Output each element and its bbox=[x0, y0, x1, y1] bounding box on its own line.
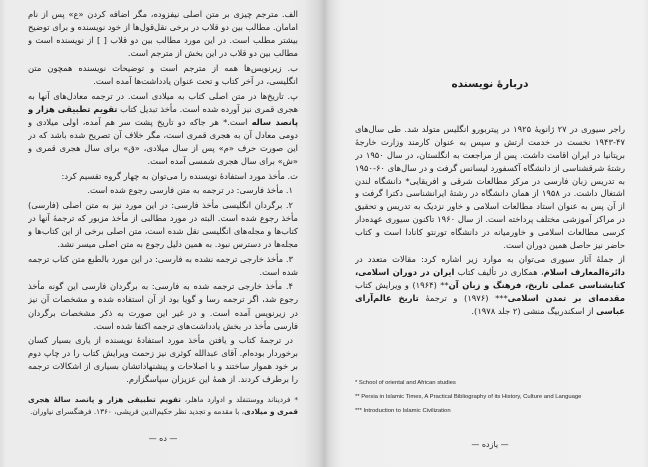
book-title-emphasis: تاریخ عالم‌آرای عباسی bbox=[355, 292, 625, 316]
translator-notes bbox=[28, 8, 298, 388]
author-bio-paragraph: راجر سیوری در ۲۷ ژانویهٔ ۱۹۲۵ در پیتربورو انگلیس متولد شد. طی سال‌های ۴۷-۱۹۴۳ نخست در خدمت ارتش و سپس به عنوان کارمند وزارت خارجهٔ بریتانیا در ایران اقامت داشت. پس از مراجعت به انگلستان، در سال ۱۹۵۰ در رشتهٔ شرقشناسی از دانشگاه آکسفورد لیسانس گرفت و در سال‌های ۶۰-۱۹۵۰ به تدریس زبان فارسی در مرکز مطالعات شرقی و افریقایی* دانشگاه لندن اشتغال داشت. در ۱۹۵۸ از همان دانشگاه در رشتهٔ ایرانشناسی دکترا گرفت و از آن پس به عنوان استاد مطالعات اسلامی و خاور نزدیک به تدریس و تحقیق در مراکز آموزشی مختلف پرداخته است. از سال ۱۹۶۰ تاکنون سیوری عهده‌دار کرسی مطالعات اسلامی و خاورمیانه در دانشگاه تورنتو کانادا است و کتاب حاضر نیز حاصل همین دوران است. bbox=[355, 124, 625, 250]
works-text: از اسکندربیگ منشی (۲ جلد ۱۹۷۸). bbox=[471, 305, 597, 316]
footnote: ** Persia in Islamic Times, A Practical Bibliography of its History, Culture and Language bbox=[355, 394, 582, 400]
footnote bbox=[28, 394, 298, 424]
note-text: پ. تاریخ‌ها در متن اصلی کتاب به میلادی است. در ترجمه معادل‌های آنها به هجری قمری نیز آورده شده است. مأخذ تبدیل کتاب bbox=[28, 90, 298, 114]
footnote: *** Introduction to Islamic Civilization bbox=[355, 408, 451, 414]
source-item: ۳. مأخذ خارجی ترجمه نشده به فارسی: در این مورد بالطبع متن کتاب ترجمه شده است. bbox=[28, 253, 298, 277]
footnote-author: * فردیناند ووستنفلد و ادوارد ماهلر، bbox=[180, 395, 298, 404]
author-works-paragraph bbox=[355, 253, 625, 317]
right-page bbox=[324, 0, 648, 467]
note-text: است.* هر جاکه دو تاریخ پشت سر هم آمده، اولی میلادی و دومی معادل آن به هجری قمری است، مگر خلاف آن تصریح شده باشد که در این صورت حرف «م» پس از سال میلادی، «ق» برای سال هجری قمری و «ش» برای سال هجری شمسی آمده است. bbox=[28, 116, 298, 166]
page-number: — ده — bbox=[148, 434, 178, 443]
footnote-text bbox=[28, 394, 298, 417]
author-biography bbox=[355, 123, 625, 319]
note-paragraph: الف. مترجم چیزی بر متن اصلی نیفزوده، مگر اضافه کردن «ع» پس از نام امامان. مطالب بین دو قلاب در برخی نقل‌قول‌ها از خود نویسنده و برای توضیح بیشتر مطلب است. در این مورد مطالب بین دو قلاب [ ] از نویسنده است و مطالب بین دو قلاب در این بخش از مترجم است. bbox=[28, 9, 298, 59]
source-item: ۲. برگردان انگلیسی مأخذ فارسی: در این مورد نیز به متن اصلی (فارسی) مأخذ رجوع شده است. البته در مورد مطالبی از مأخذ مزبور که ترجمهٔ آنها در کتاب‌ها و مجله‌های انگلیسی نقل شده است، متن اصلی برخی از این کتاب‌ها و مجله‌ها در دسترس نبود. به همین دلیل رجوع به متن اصلی میسر نشد. bbox=[28, 199, 298, 250]
book-title-emphasis: تقویم تطبیقی هزار و پانصد ساله bbox=[28, 103, 298, 127]
book-title-emphasis: دائرةالمعارف اسلام bbox=[543, 267, 625, 278]
page-number: — یازده — bbox=[471, 440, 509, 449]
section-title: دربارهٔ نویسنده bbox=[451, 78, 529, 90]
book-title-emphasis: مقدمه‌ای بر تمدن اسلامی bbox=[507, 292, 625, 303]
note-paragraph: ب. زیرنویس‌ها همه از مترجم است و توضیحات نویسنده همچون متن انگلیسی، در آخر کتاب و تحت عنوان یادداشت‌ها آمده است. bbox=[28, 62, 298, 86]
acknowledgement-paragraph: در ترجمهٔ کتاب و یافتن مأخذ مورد استفادهٔ نویسنده از یاری بسیار کسان برخوردار بوده‌ام. آقای عبدالله کوثری نیز زحمت ویرایش کتاب را در چاپ دوم بر خود هموار ساختند و با اصلاحات و پیشنهاداتشان بسیاری از اشکالات ترجمه را برطرف کردند. از همهٔ این عزیزان سپاسگزارم. bbox=[28, 335, 298, 385]
works-text: ، همکاری در تألیف کتاب bbox=[454, 267, 544, 278]
works-text: *** (۱۹۷۶) و ترجمهٔ bbox=[418, 292, 508, 303]
note-paragraph: ت. مأخذ مورد استفادهٔ نویسنده را می‌توان به چهار گروه تقسیم کرد: bbox=[61, 170, 298, 181]
source-item: ۱. مأخذ فارسی: در ترجمه به متن فارسی رجوع شده است. bbox=[87, 185, 293, 196]
footnotes bbox=[355, 376, 641, 418]
source-item: ۴. مأخذ خارجی ترجمه شده به فارسی: به برگردان فارسی این گونه مأخذ رجوع شد، اگر ترجمه رسا و گویا بود از آن استفاده شده و مشخصات آن نیز در زیرنویس آمده است. و در غیر این صورت به ذکر مشخصات برگردان فارسی مأخذ در بخش یادداشت‌های ترجمه اکتفا شده است. bbox=[28, 281, 298, 331]
footnote: * School of oriental and African studies bbox=[355, 380, 456, 386]
book-title-emphasis: ایران در دوران اسلامی، کتابشناسی عملی تاریخ، فرهنگ و زبان آن bbox=[355, 267, 625, 291]
book-title-emphasis: تقویم تطبیقی هزار و پانصد سالهٔ هجری قمری و میلادی bbox=[28, 395, 298, 416]
note-paragraph bbox=[28, 90, 298, 168]
works-text: از جملهٔ آثار سیوری می‌توان به موارد زیر اشاره کرد: مقالات متعدد در bbox=[355, 254, 625, 265]
works-text: ** (۱۹۶۴) و ویرایش کتاب bbox=[355, 280, 449, 291]
footnote-publication: ، با مقدمه و تجدید نظر حکیم‌الدین قریشی، ۱۳۶۰. فرهنگسرای نیاوران. bbox=[30, 406, 245, 416]
